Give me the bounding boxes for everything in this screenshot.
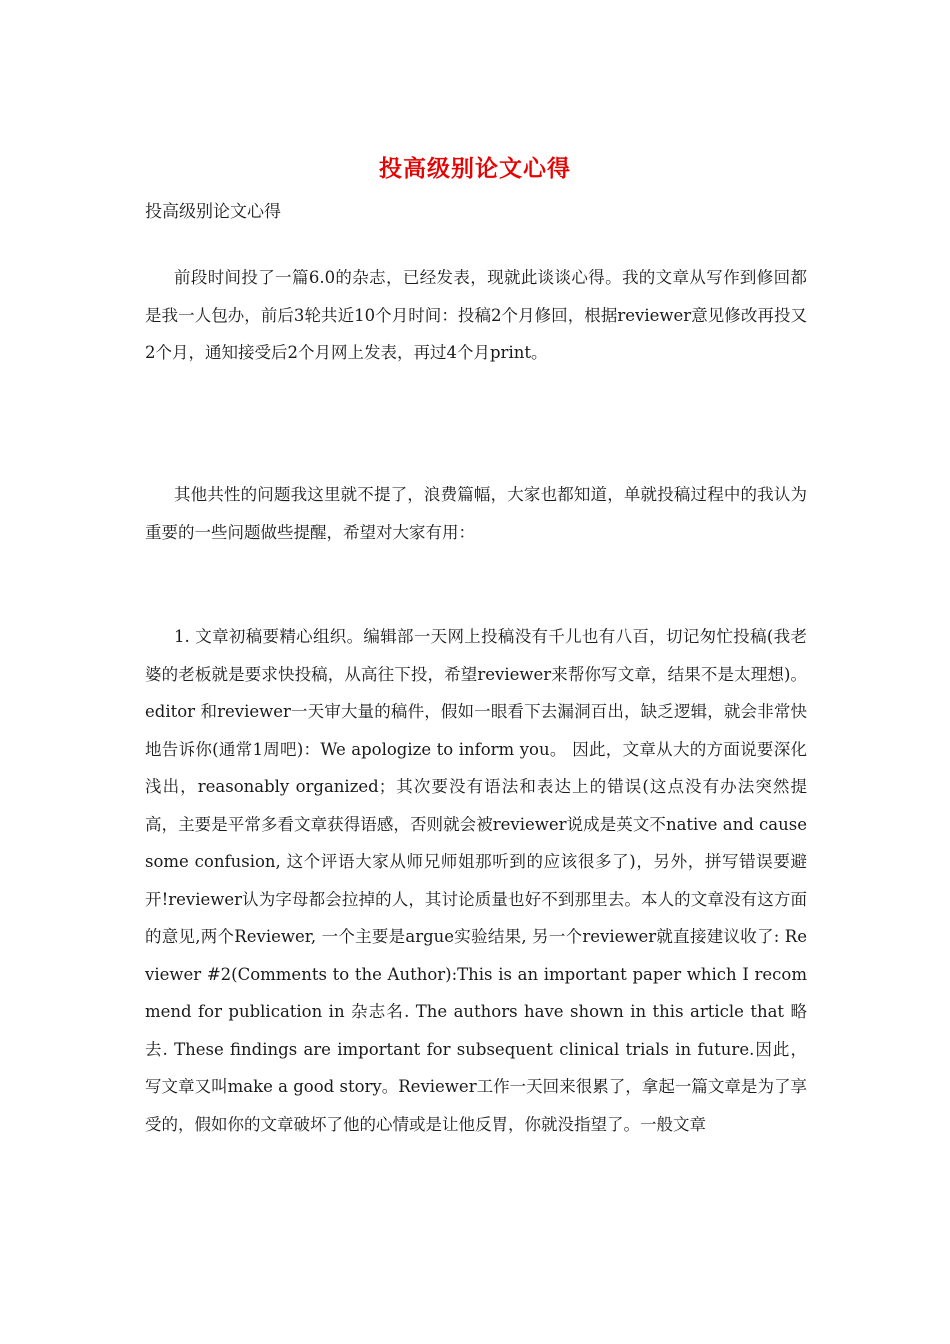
paragraph-point-1: 1. 文章初稿要精心组织。编辑部一天网上投稿没有千儿也有八百，切记匆忙投稿(我老婆的老板就是要求快投稿，从高往下投，希望reviewer来帮你写文章，结果不是太理想)。editor 和reviewer一天审大量的稿件，假如一眼看下去漏洞百出，缺乏逻辑，就会非常快地告诉你(通常1周吧)：We apologize to inform you。 因此，文章从大的方面说要深化浅出，reasonably organized；其次要没有语法和表达上的错误(这点没有办法突然提高，主要是平常多看文章获得语感，否则就会被reviewer说成是英文不native and cause some confusion, 这个评语大家从师兄师姐那听到的应该很多了)，另外，拼写错误要避开!reviewer认为字母都会拉掉的人，其讨论质量也好不到那里去。本人的文章没有这方面的意见,两个Reviewer, 一个主要是argue实验结果, 另一个reviewer就直接建议收了: Reviewer #2(Comments to the Author):This is an important paper which I recommend for publication in 杂志名. The authors have shown in this article that 略去. These findings are important for subsequent clinical trials in future.因此，写文章又叫make a good story。Reviewer工作一天回来很累了，拿起一篇文章是为了享受的，假如你的文章破坏了他的心情或是让他反胃，你就没指望了。一般文章	[145, 627, 807, 1134]
document-subtitle: 投高级别论文心得	[145, 202, 281, 222]
page-title: 投高级别论文心得	[379, 156, 571, 182]
paragraph-intro: 前段时间投了一篇6.0的杂志，已经发表，现就此谈谈心得。我的文章从写作到修回都是我一人包办，前后3轮共近10个月时间：投稿2个月修回，根据reviewer意见修改再投又2个月，通知接受后2个月网上发表，再过4个月print。	[145, 268, 807, 362]
paragraph-overview: 其他共性的问题我这里就不提了，浪费篇幅，大家也都知道，单就投稿过程中的我认为重要的一些问题做些提醒，希望对大家有用：	[145, 485, 807, 542]
